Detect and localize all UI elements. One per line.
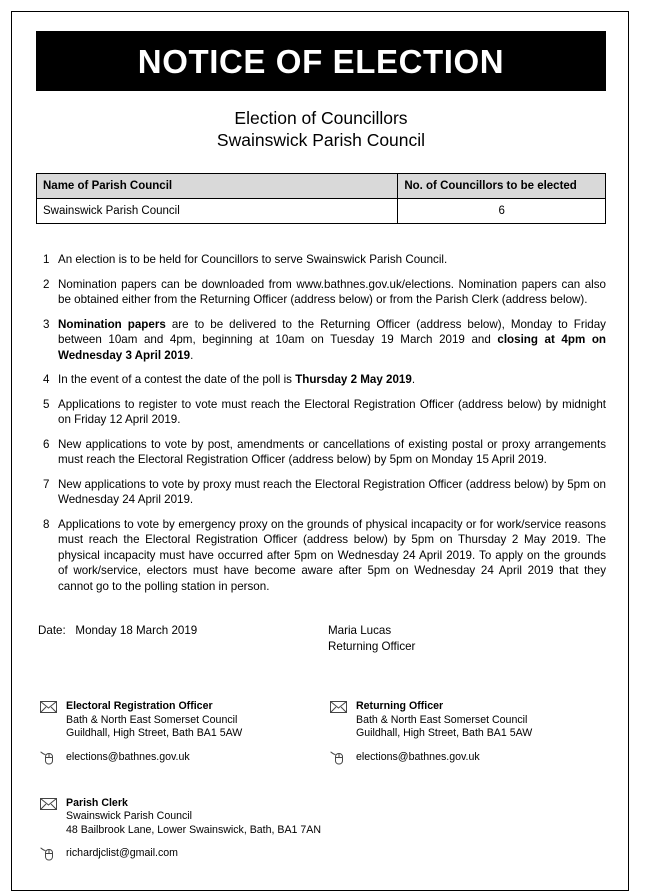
clause-text: Nomination papers are to be delivered to the Returning Officer (address below), Monday to Friday between 10am and 4pm, beginning at 10am on Tuesday 19 March 2019 and closing at 4pm on Wednesday 3 April 2019. <box>58 317 606 362</box>
postal-address-line <box>36 797 326 838</box>
list-item <box>36 372 606 388</box>
column-header-parish-name: Name of Parish Council <box>37 174 398 199</box>
contact-organisation: Bath & North East Somerset Council <box>66 713 238 726</box>
contact-email[interactable]: elections@bathnes.gov.uk <box>356 750 480 763</box>
contact-parish-clerk <box>36 797 326 862</box>
table-row <box>37 199 606 224</box>
contact-organisation: Bath & North East Somerset Council <box>356 713 528 726</box>
computer-mouse-icon <box>36 750 66 765</box>
page-content <box>36 31 606 861</box>
notice-of-election-page <box>11 11 629 891</box>
list-item <box>36 397 606 428</box>
contact-address-text <box>66 797 326 838</box>
page-title: NOTICE OF ELECTION <box>137 42 505 80</box>
date-label: Date: <box>38 624 66 637</box>
notice-title-banner <box>36 31 606 91</box>
clause-number: 6 <box>43 437 50 451</box>
contact-column-right <box>326 700 606 861</box>
contact-address: 48 Bailbrook Lane, Lower Swainswick, Bath, BA1 7AN <box>66 823 321 836</box>
envelope-icon <box>326 700 356 713</box>
council-seats-table <box>36 173 606 224</box>
officer-name: Maria Lucas <box>328 624 392 637</box>
postal-address-line <box>36 700 326 741</box>
contact-address-text <box>66 700 326 741</box>
contact-returning-officer <box>326 700 606 765</box>
contact-column-left <box>36 700 326 861</box>
clause-number: 4 <box>43 373 50 386</box>
contact-role: Parish Clerk <box>66 796 128 809</box>
notice-date <box>36 623 328 654</box>
cell-parish-name: Swainswick Parish Council <box>37 199 398 224</box>
clause-text: New applications to vote by proxy must reach the Electoral Registration Officer (address below) by 5pm on Wednesday 24 April 2019. <box>58 477 606 506</box>
clause-number: 5 <box>43 397 50 411</box>
email-address-line <box>326 750 606 765</box>
date-and-signature-row <box>36 623 606 654</box>
clause-text: An election is to be held for Councillors to serve Swainswick Parish Council. <box>58 253 448 266</box>
list-item <box>36 517 606 595</box>
clause-number: 1 <box>43 253 50 266</box>
contact-address: Guildhall, High Street, Bath BA1 5AW <box>356 727 533 739</box>
election-type-heading: Election of Councillors <box>234 108 408 128</box>
email-address-line <box>36 750 326 765</box>
contact-organisation: Swainswick Parish Council <box>66 810 192 822</box>
contact-address-text <box>356 700 606 741</box>
clause-number: 8 <box>43 517 50 531</box>
envelope-icon <box>36 797 66 810</box>
clause-number: 3 <box>43 317 50 331</box>
list-item <box>36 277 606 308</box>
clause-text: In the event of a contest the date of the poll is Thursday 2 May 2019. <box>58 373 416 386</box>
clause-number: 7 <box>43 477 50 491</box>
notice-clause-list <box>36 252 606 594</box>
contact-email[interactable]: elections@bathnes.gov.uk <box>66 750 190 763</box>
contact-details-section <box>36 700 606 861</box>
clause-text: Applications to register to vote must reach the Electoral Registration Officer (address below) by midnight on Friday 12 April 2019. <box>58 397 606 426</box>
clause-text: Applications to vote by emergency proxy on the grounds of physical incapacity or for work/service reasons must reach the Electoral Registration Officer (address below) by 5pm on Thursday 2 May 2019. The physical incapacity must have occurred after 5pm on Wednesday 24 April 2019. To apply on the grounds of work/service, electors must have become aware after 5pm on Wednesday 24 April 2019 that they cannot go to the polling station in person. <box>58 517 606 593</box>
council-name-heading: Swainswick Parish Council <box>216 130 426 150</box>
email-address-line <box>36 846 326 861</box>
contact-electoral-registration-officer <box>36 700 326 765</box>
column-header-councillor-count: No. of Councillors to be elected <box>398 174 606 199</box>
contact-email[interactable]: richardjclist@gmail.com <box>66 847 179 859</box>
list-item <box>36 252 606 268</box>
list-item <box>36 437 606 468</box>
table-header-row <box>37 174 606 199</box>
contact-address: Guildhall, High Street, Bath BA1 5AW <box>66 727 243 739</box>
computer-mouse-icon <box>36 846 66 861</box>
returning-officer-signature <box>328 623 606 654</box>
contact-role: Electoral Registration Officer <box>66 700 213 712</box>
list-item <box>36 477 606 508</box>
contact-role: Returning Officer <box>356 700 444 712</box>
clause-text: New applications to vote by post, amendments or cancellations of existing postal or proxy arrangements must reach the Electoral Registration Officer (address below) by 5pm on Monday 15 April 2019. <box>58 437 606 466</box>
clause-number: 2 <box>43 277 50 291</box>
envelope-icon <box>36 700 66 713</box>
heading-spacer <box>36 151 606 173</box>
date-value: Monday 18 March 2019 <box>75 624 198 637</box>
list-item <box>36 317 606 364</box>
computer-mouse-icon <box>326 750 356 765</box>
officer-title: Returning Officer <box>328 639 416 653</box>
postal-address-line <box>326 700 606 741</box>
clause-text: Nomination papers can be downloaded from www.bathnes.gov.uk/elections. Nomination papers can also be obtained either from the Returning Officer (address below) or from the Parish Clerk (address below). <box>58 277 606 306</box>
cell-councillor-count: 6 <box>398 199 606 224</box>
